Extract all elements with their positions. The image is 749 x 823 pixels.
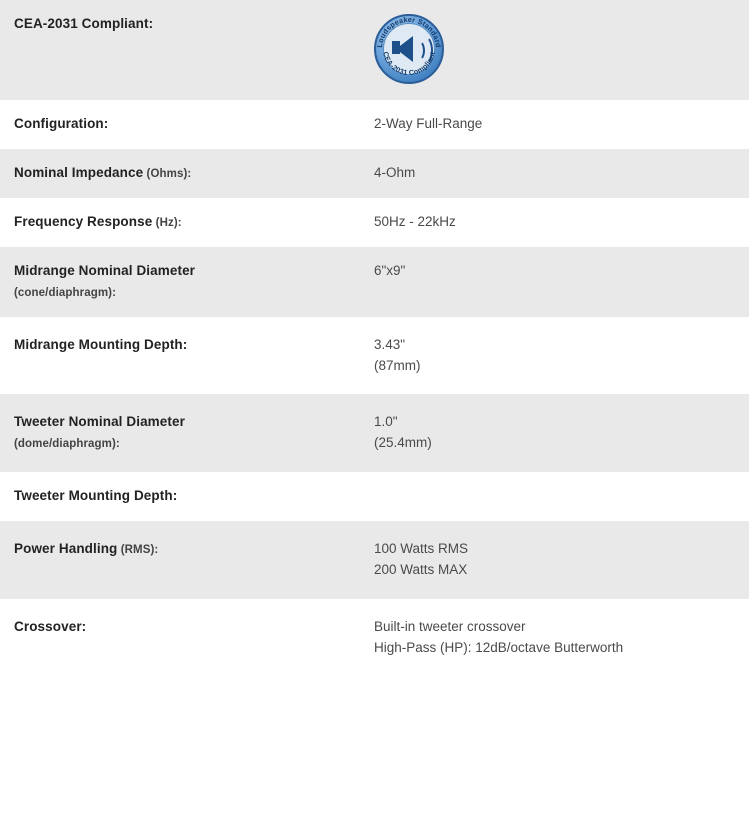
spec-label-cell — [0, 149, 366, 198]
spec-value-line: 3.43" — [374, 336, 406, 352]
spec-value-line: Built-in tweeter crossover — [374, 619, 526, 635]
spec-label-sub: (Hz): — [152, 216, 182, 229]
table-row — [0, 247, 749, 317]
spec-label-main: Midrange Mounting Depth: — [14, 336, 188, 352]
svg-text:Loudspeaker Standard: Loudspeaker Standard — [374, 14, 444, 49]
spec-value-cell — [366, 599, 749, 677]
badge-arc-text — [374, 14, 444, 84]
spec-value-cell — [366, 100, 749, 149]
spec-label-main: Tweeter Nominal Diameter — [14, 414, 185, 430]
spec-label-cell — [0, 0, 366, 100]
spec-value-cell — [366, 198, 749, 247]
spec-value-line: 50Hz - 22kHz — [374, 213, 456, 229]
spec-label-sub: (dome/diaphragm): — [14, 438, 120, 451]
table-row — [0, 317, 749, 395]
spec-label-cell — [0, 394, 366, 472]
spec-value-line: 2-Way Full-Range — [374, 116, 483, 131]
spec-label-main: Configuration: — [14, 116, 109, 131]
spec-label-main: CEA-2031 Compliant: — [14, 16, 154, 31]
spec-value-cell — [366, 394, 749, 472]
spec-label-main: Crossover: — [14, 619, 87, 635]
table-row — [0, 198, 749, 247]
spec-value-cell — [366, 247, 749, 317]
spec-value-line: (25.4mm) — [374, 435, 432, 451]
spec-value-cell — [366, 0, 749, 100]
table-row — [0, 149, 749, 198]
spec-value-line: 6"x9" — [374, 262, 406, 278]
spec-label-cell — [0, 247, 366, 317]
spec-label-sub: (cone/diaphragm): — [14, 286, 117, 299]
spec-label-cell — [0, 472, 366, 521]
spec-label-cell — [0, 599, 366, 677]
spec-label-cell — [0, 198, 366, 247]
spec-label-main: Power Handling — [14, 541, 118, 557]
spec-label-main: Tweeter Mounting Depth: — [14, 488, 178, 504]
table-row — [0, 0, 749, 100]
table-row — [0, 599, 749, 677]
spec-value-line: 200 Watts MAX — [374, 562, 468, 578]
spec-label-main: Midrange Nominal Diameter — [14, 262, 196, 278]
spec-label-sub: (RMS): — [117, 544, 159, 557]
spec-value-line: 1.0" — [374, 414, 398, 430]
spec-label-cell — [0, 317, 366, 395]
table-row — [0, 394, 749, 472]
spec-label-cell — [0, 100, 366, 149]
svg-text:CEA-2031 Compliant: CEA-2031 Compliant — [381, 50, 437, 78]
spec-label-cell — [0, 521, 366, 599]
spec-value-line: 4-Ohm — [374, 164, 416, 180]
spec-label-main: Frequency Response — [14, 213, 153, 229]
spec-value-cell — [366, 472, 749, 521]
table-row — [0, 100, 749, 149]
spec-value-cell — [366, 317, 749, 395]
spec-value-cell — [366, 521, 749, 599]
spec-label-sub: (Ohms): — [143, 167, 192, 180]
spec-value-line: (87mm) — [374, 357, 421, 373]
spec-label-main: Nominal Impedance — [14, 164, 144, 180]
table-row — [0, 521, 749, 599]
spec-value-cell — [366, 149, 749, 198]
spec-value-line: High-Pass (HP): 12dB/octave Butterworth — [374, 639, 624, 655]
table-row — [0, 472, 749, 521]
cea-2031-badge-icon — [374, 14, 448, 86]
spec-value-line: 100 Watts RMS — [374, 541, 469, 557]
